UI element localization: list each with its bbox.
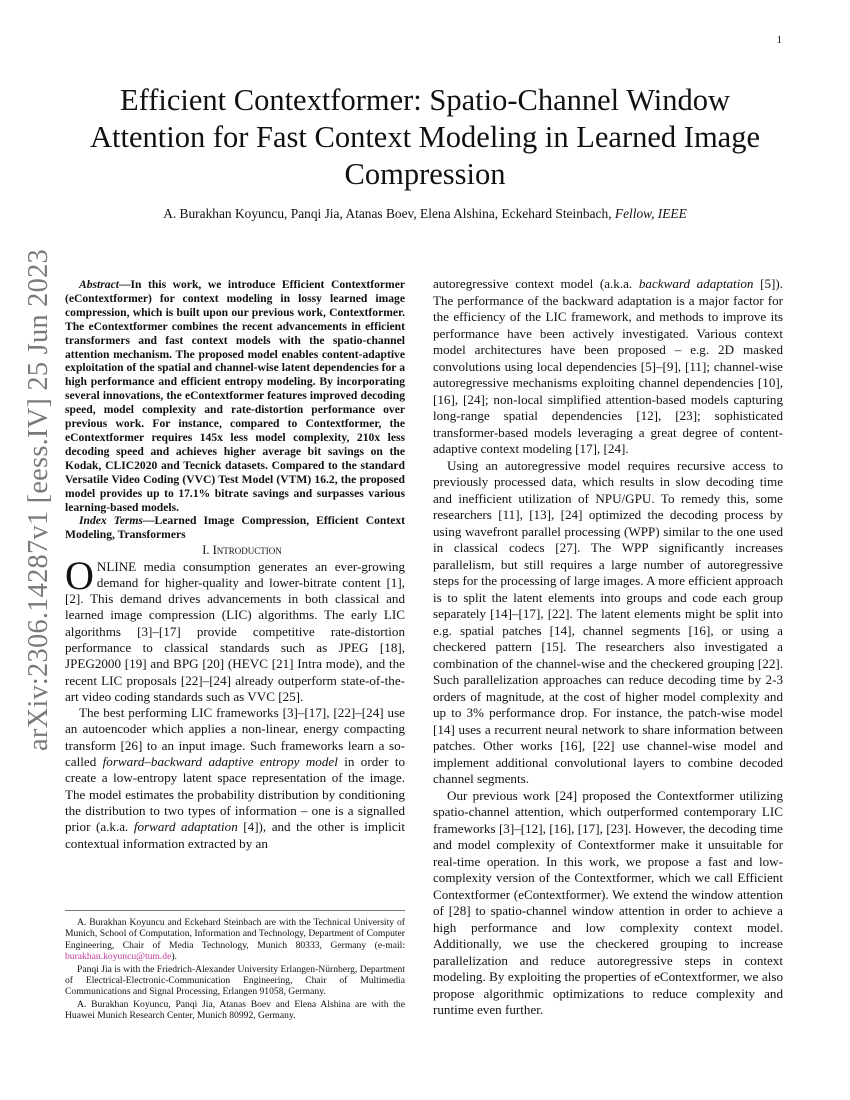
intro-p2-part-c: [4]), and the other is implicit contextual information extracted by an [65,819,405,851]
intro-p2-part-b: in order to create a low-entropy latent space representation of the image. The model estimates the probability distribution by conditioning the distribution to two types of information – one is a signalled prior (a.k.a. [65,754,406,835]
intro-p2-part-a: The best performing LIC frameworks [3]–[17], [22]–[24] use an autoencoder which applies a non-linear, energy compacting transform [26] to an input image. Such frameworks learn a so-called [65,705,405,770]
author-names: A. Burakhan Koyuncu, Panqi Jia, Atanas Boev, Elena Alshina, Eckehard Steinbach, [163,206,612,221]
drop-cap: O [65,552,94,598]
intro-paragraph-2 [65,705,405,852]
arxiv-id: arXiv:2306.14287v1 [eess.IV] 25 Jun 2023 [23,249,54,751]
section-heading: I. Introduction [202,543,282,558]
intro-p2-emphasis-1: forward–backward adaptive entropy model [102,754,338,770]
footnote-3: A. Burakhan Koyuncu, Panqi Jia, Atanas Boev and Elena Alshina are with the Huawei Munich Research Center, Munich 80992, Germany. [65,998,405,1022]
index-terms-label: Index Terms [79,514,143,528]
abstract-label: Abstract [79,278,119,291]
right-p1-emphasis: backward adaptation [638,276,754,291]
right-p1-part-a: autoregressive context model (a.k.a. [433,276,639,291]
footnote-1 [65,917,405,963]
footnote-1-text: A. Burakhan Koyuncu and Eckehard Steinbach are with the Technical University of Munich, School of Computation, Information and Technology, Department of Computer Engineering, Chair of Media Technology, Munich 80333, Germany (e-mail: [65,917,405,951]
right-paragraph-3: Our previous work [24] proposed the Contextformer utilizing spatio-channel attention, which outperformed contemporary LIC frameworks [3]–[12], [16], [17], [23]. However, the decoding time and model complexity of Contextformer make it unsuitable for real-time operation. In this work, we propose a fast and low-complexity version of the Contextformer, which we call Efficient Contextformer (eContextformer). We extend the window attention of [28] to spatio-channel window attention in order to achieve a high performance and low complexity context model. Additionally, we use the checkered grouping to increase parallelization and reduce autoregressive steps in context modeling. By exploiting the properties of eContextformer, we also propose algorithmic optimizations to reduce complexity and runtime even further. [433,787,783,1017]
abstract [65,278,405,514]
index-terms [65,514,405,542]
page-number: 1 [776,34,782,46]
intro-paragraph-1-text: NLINE media consumption generates an ever-growing demand for higher-quality and lower-bitrate content [1], [2]. This demand drives advancements in both classical and learned image compression (LIC) algorithms. The early LIC algorithms [3]–[17] provide competitive rate-distortion performance to classical standards such as JPEG [18], JPEG2000 [19] and BPG [20] (HEVC [21] Intra mode), and the recent LIC proposals [22]–[24] already outperform state-of-the-art video coding standards such as VVC [25]. [65,558,405,704]
footnote-2: Panqi Jia is with the Friedrich-Alexander University Erlangen-Nürnberg, Department of Electrical-Electronic-Communication Engineering, Chair of Multimedia Communications and Signal Processing, Erlangen 91058, Germany. [65,963,405,998]
right-p1-part-b: [5]). The performance of the backward adaptation is a major factor for the efficiency of the LIC framework, and methods to improve its performance have been actively investigated. Various context model architectures have been proposed – e.g. 2D masked convolutions using local dependencies [5]–[9], [11]; channel-wise autoregressive mechanisms exploiting channel dependencies [10], [16], [24]; non-local simplified attention-based models capturing long-range spatial dependencies [12], [23]; sophisticated transformer-based models leveraging a great degree of content-adaptive context modeling [17], [24]. [433,276,783,456]
arxiv-stamp [14,249,64,751]
left-column [65,278,405,852]
author-list [70,206,780,222]
footnote-1-end: ). [171,951,177,963]
abstract-text: —In this work, we introduce Efficient Contextformer (eContextformer) for context modeling in lossy learned image compression, which is built upon our previous work, Contextformer. The eContextformer combines the recent advancements in efficient transformers and fast context models with the spatio-channel attention mechanism. The proposed model enables content-adaptive exploitation of the spatial and channel-wise latent dependencies for a high performance and efficient entropy modeling. By incorporating several innovations, the eContextformer features improved decoding speed, model complexity and rate-distortion performance over previous work. For instance, compared to Contextformer, the eContextformer requires 145x less model complexity, 210x less decoding speed and achieves higher average bit savings on the Kodak, CLIC2020 and Tecnick datasets. Compared to the standard Versatile Video Coding (VVC) Test Model (VTM) 16.2, the proposed model provides up to 17.1% bitrate savings and surpasses various learning-based models. [65,278,405,514]
paper-title: Efficient Contextformer: Spatio-Channel Window Attention for Fast Context Modeling in Learned Image Compression [89,83,760,191]
intro-p2-emphasis-2: forward adaptation [133,819,238,835]
right-paragraph-1 [433,276,783,458]
right-column [433,276,783,1019]
index-terms-text: —Learned Image Compression, Efficient Context Modeling, Transformers [65,514,405,542]
author-email-link[interactable]: burakhan.koyuncu@tum.de [65,951,172,963]
author-suffix: Fellow, IEEE [614,206,687,221]
footnotes [65,910,405,1023]
right-paragraph-2: Using an autoregressive model requires recursive access to previously processed data, which results in slow decoding time and inefficient utilization of NPU/GPU. To remedy this, some researchers [11], [13], [24] optimized the decoding process by using wavefront parallel processing (WPP) similar to the one used in classical codecs [27]. The WPP significantly increases parallelism, but still requires a large number of autoregressive steps for the processing of large images. A more efficient approach is to split the latent elements into groups and code each group separately [14]–[17], [22]. The latent elements might be split into e.g. spatial patches [14], channel segments [16], or using a checkered pattern [15]. The researchers also investigated a combination of the channel-wise and the checkered grouping [22]. Such parallelization approaches can reduce decoding time by 2-3 orders of magnitude, at the cost of higher model complexity and up to 3% performance drop. For instance, the patch-wise model [14] uses a recurrent neural network to share information between patches. Other works [16], [22] use channel-wise model and implement additional convolutional layers to combine decoded channel segments. [433,457,783,786]
intro-paragraph-1 [65,552,405,706]
